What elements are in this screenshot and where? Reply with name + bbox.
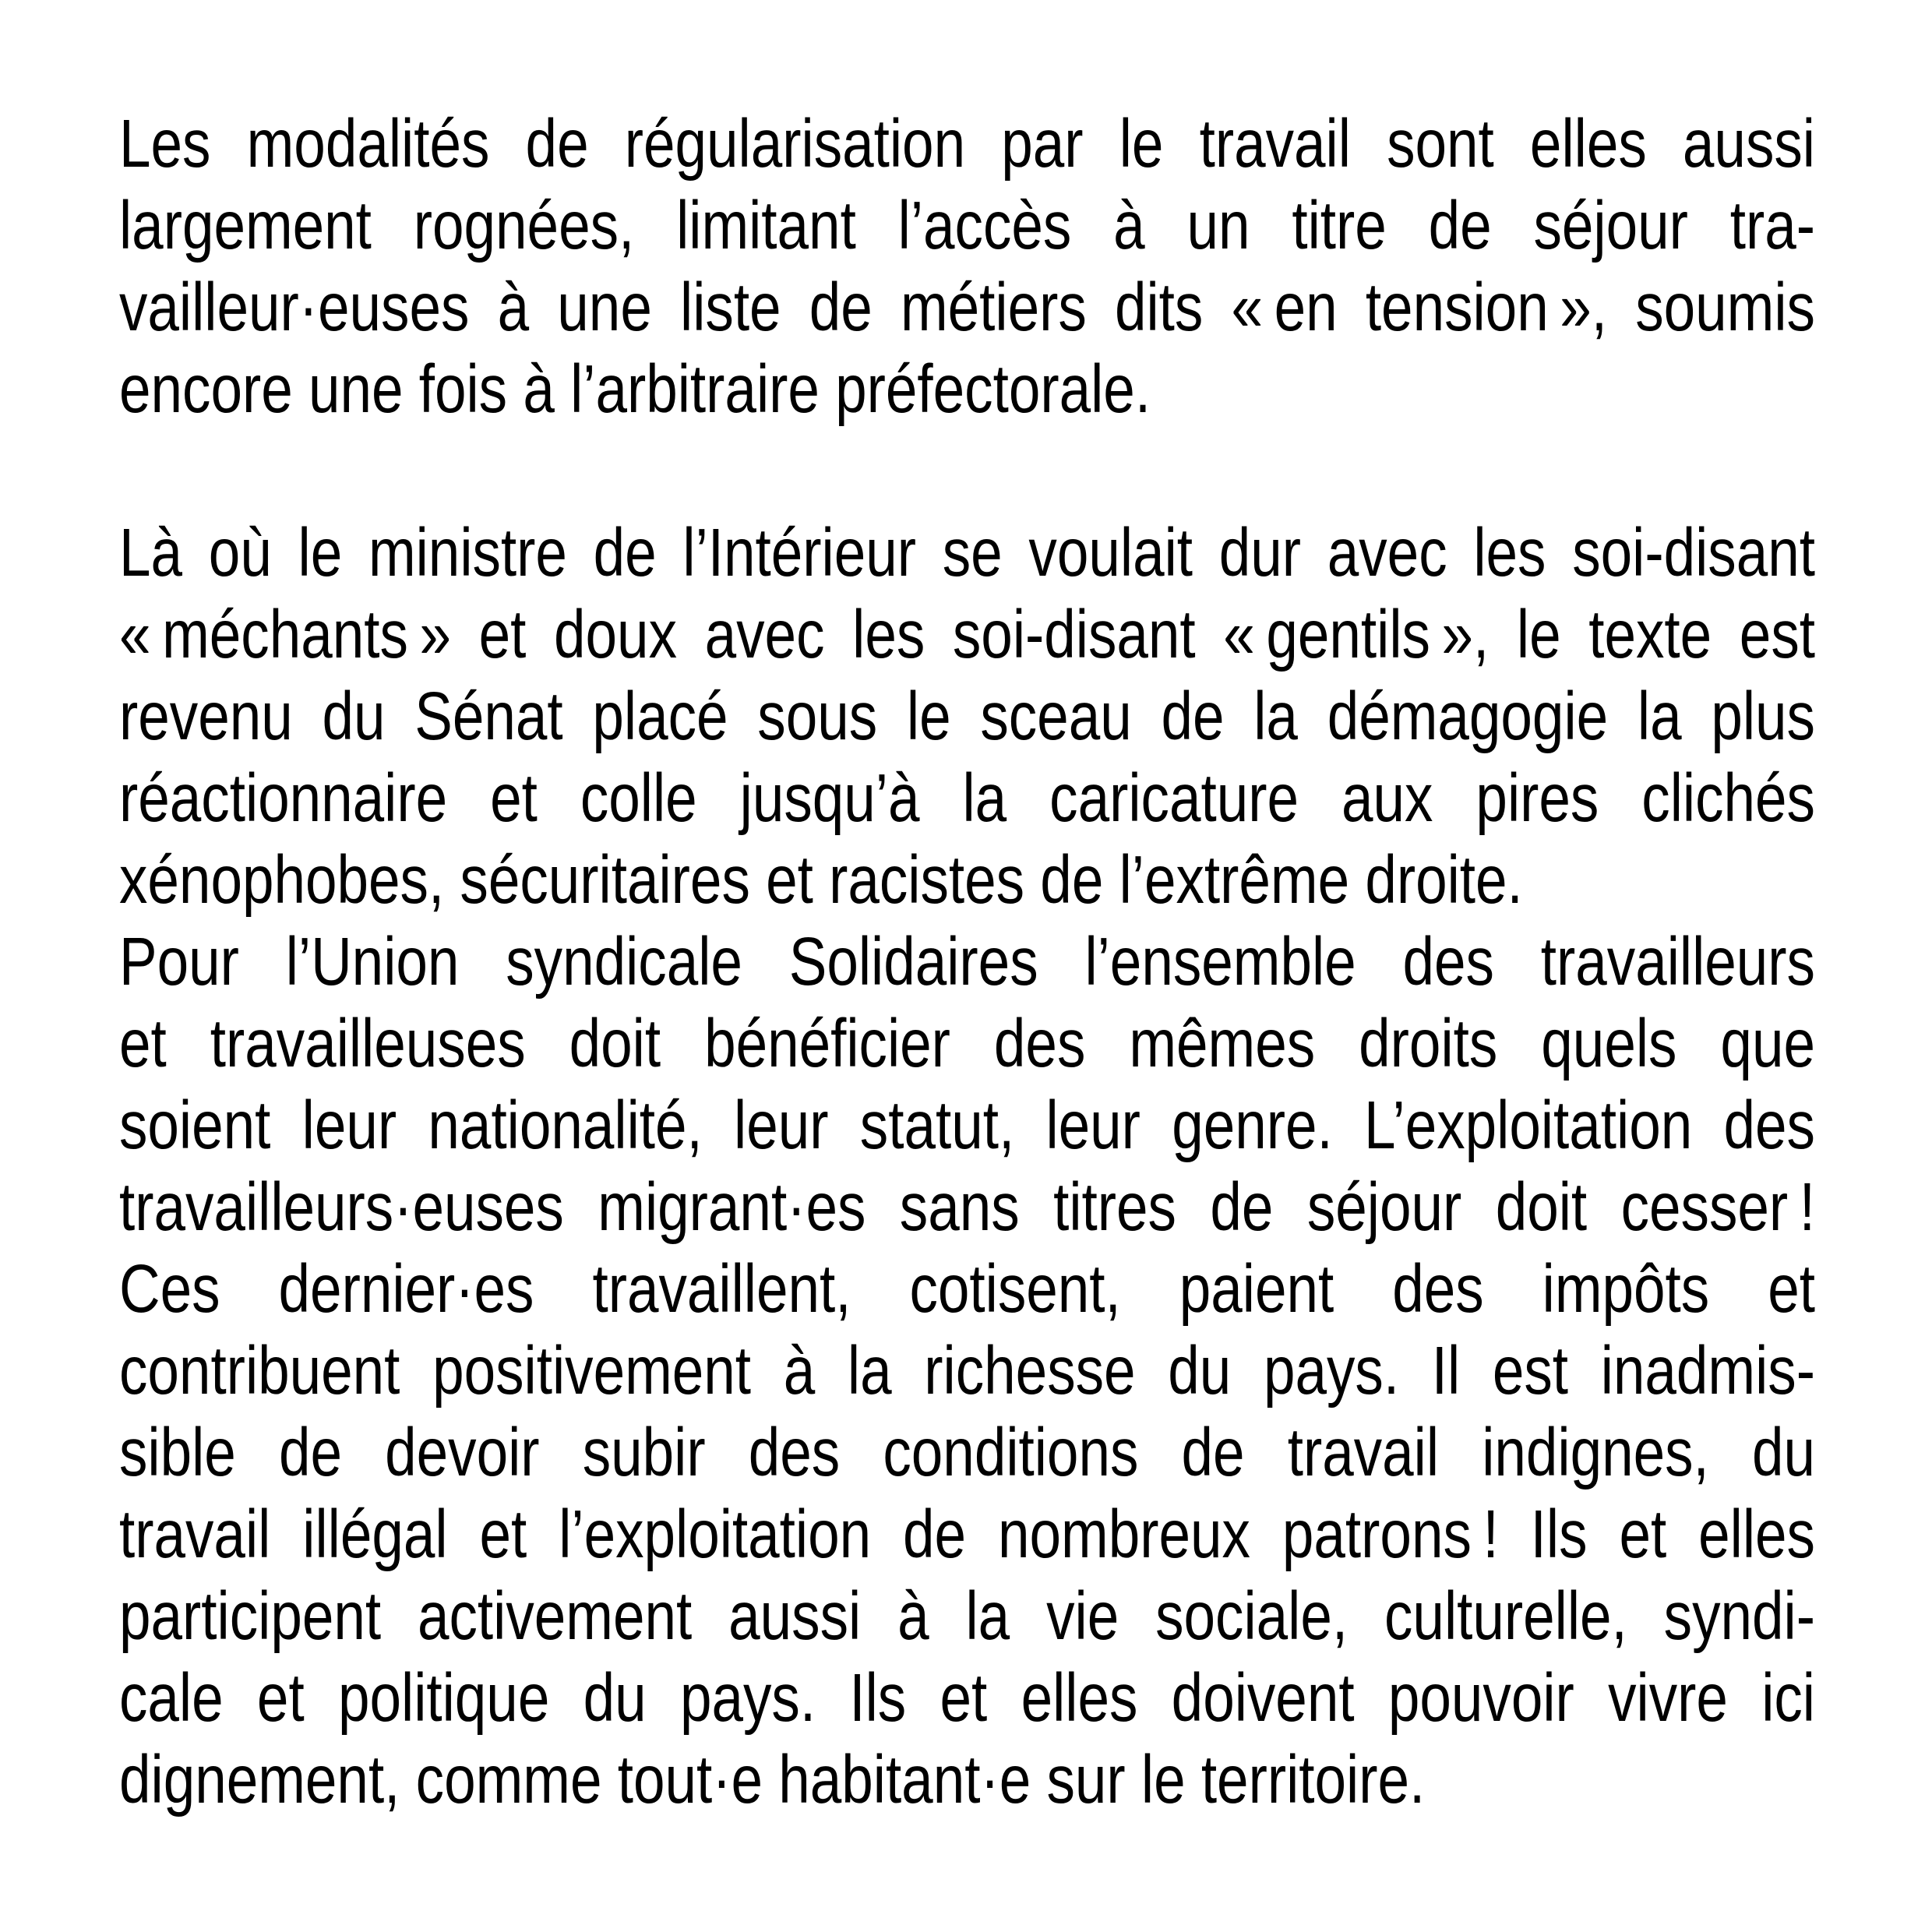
text-line-p3-l10: cale et politique du pays. Ils et elles doivent pouvoir vivre ici xyxy=(119,1660,1815,1736)
text-line-p2-l4: réactionnaire et colle jusqu’à la caricature aux pires clichés xyxy=(119,760,1815,836)
paragraph-3 xyxy=(119,921,1815,1821)
text-line-p3-l5: Ces dernier·es travaillent, cotisent, paient des impôts et xyxy=(119,1251,1815,1327)
text-line-p3-l2: et travailleuses doit bénéficier des mêmes droits quels que xyxy=(119,1006,1815,1081)
text-line-p3-l7: sible de devoir subir des conditions de travail indignes, du xyxy=(119,1415,1815,1490)
text-line-p3-l9: participent activement aussi à la vie sociale, culturelle, syndi- xyxy=(119,1578,1815,1654)
text-line-p1-l2: largement rognées, limitant l’accès à un titre de séjour tra- xyxy=(119,188,1815,263)
text-line-p3-l6: contribuent positivement à la richesse du pays. Il est inadmis- xyxy=(119,1333,1815,1408)
text-line-p3-l1: Pour l’Union syndicale Solidaires l’ensemble des travailleurs xyxy=(119,924,1815,999)
paragraph-1 xyxy=(119,103,1815,430)
text-line-p3-l8: travail illégal et l’exploitation de nombreux patrons ! Ils et elles xyxy=(119,1497,1815,1572)
text-line-p3-l11: dignement, comme tout·e habitant·e sur le territoire. xyxy=(119,1742,1426,1817)
text-line-p1-l1: Les modalités de régularisation par le travail sont elles aussi xyxy=(119,106,1815,182)
paragraph-2 xyxy=(119,512,1815,921)
text-line-p2-l1: Là où le ministre de l’Intérieur se voulait dur avec les soi-disant xyxy=(119,515,1815,591)
text-line-p2-l2: « méchants » et doux avec les soi-disant « gentils », le texte est xyxy=(119,597,1815,672)
text-line-p1-l4: encore une fois à l’arbitraire préfectorale. xyxy=(119,351,1151,427)
text-line-p2-l5: xénophobes, sécuritaires et racistes de l’extrême droite. xyxy=(119,842,1523,918)
document-page xyxy=(119,103,1815,1821)
text-line-p2-l3: revenu du Sénat placé sous le sceau de la démagogie la plus xyxy=(119,679,1815,754)
text-line-p3-l4: travailleurs·euses migrant·es sans titres de séjour doit cesser ! xyxy=(119,1169,1815,1245)
text-line-p3-l3: soient leur nationalité, leur statut, leur genre. L’exploitation des xyxy=(119,1088,1815,1163)
text-line-p1-l3: vailleur·euses à une liste de métiers dits « en tension », soumis xyxy=(119,270,1815,345)
